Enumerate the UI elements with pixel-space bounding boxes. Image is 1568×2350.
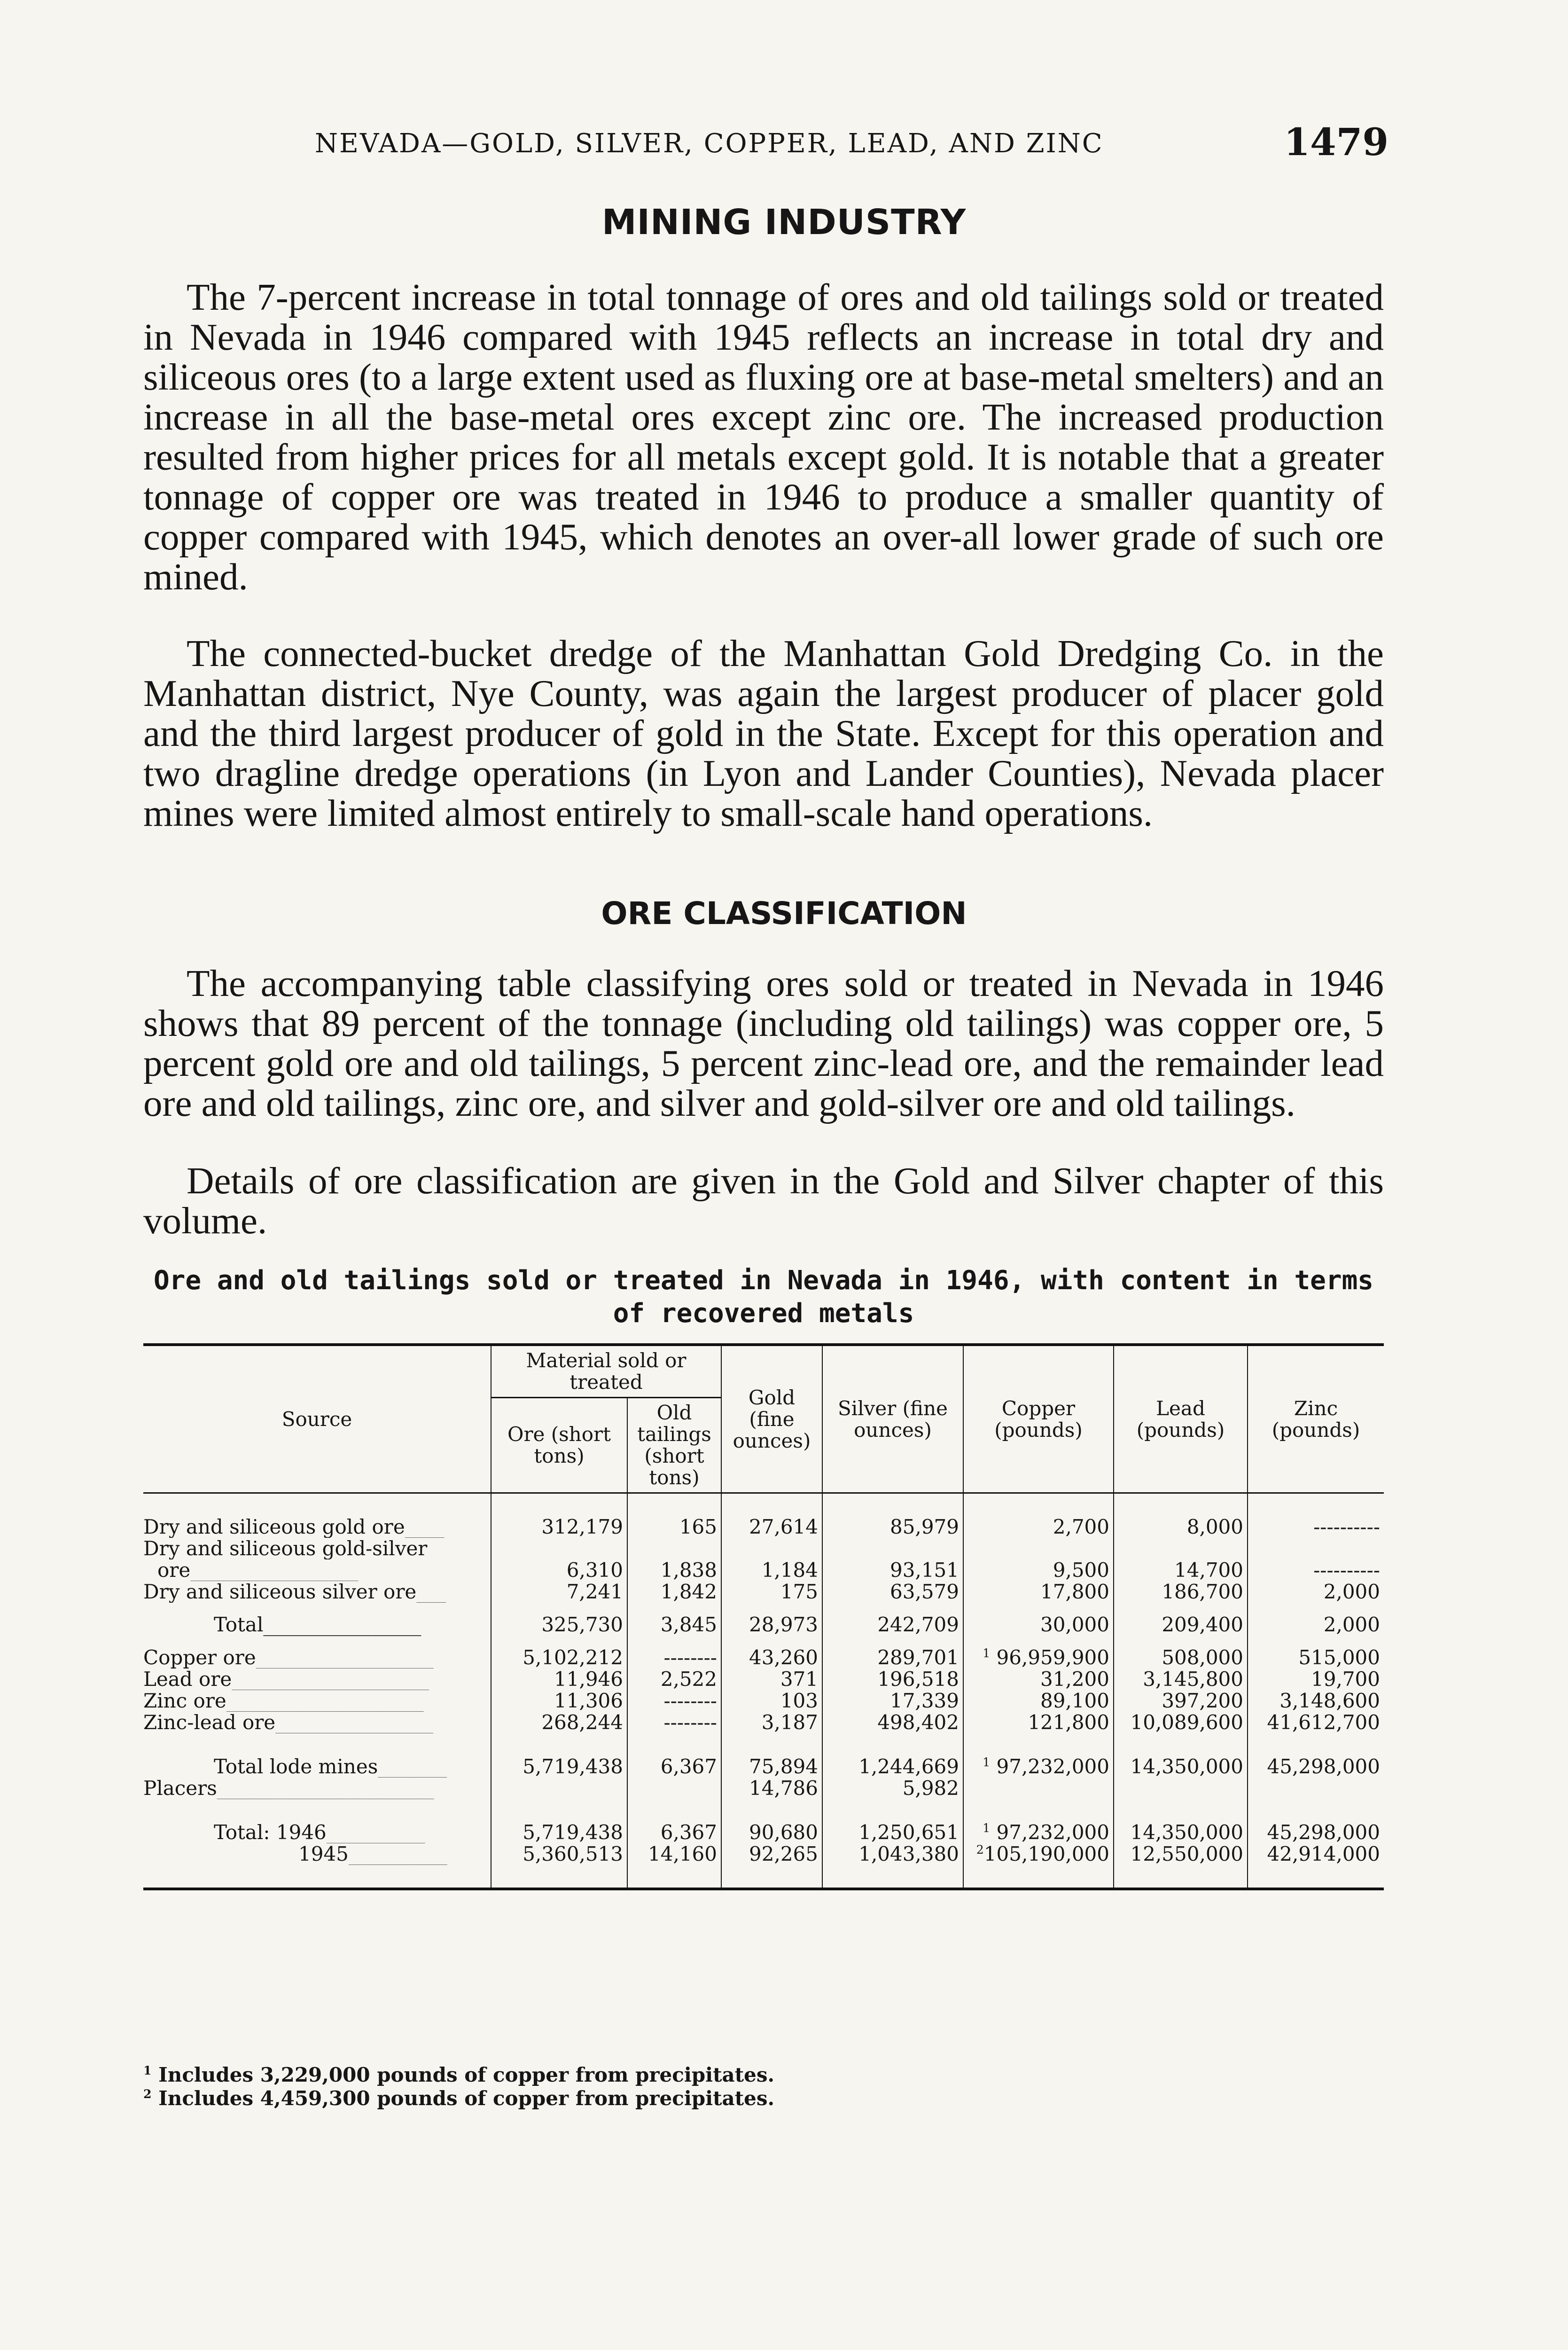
table-row: ore_________________ 6,310 1,838 1,184 93,151 9,500 14,700 ---------- [143,1559,1384,1581]
header-source: Source [143,1345,491,1493]
mining-industry-heading: MINING INDUSTRY [601,202,967,243]
ore-paragraph-2: Details of ore classification are given in the Gold and Silver chapter of this volume. [143,1159,1384,1242]
ore-paragraph-1: The accompanying table classifying ores sold or treated in Nevada in 1946 shows that 89 percent of the tonnage (including old tailings) was copper ore, 5 percent gold ore and old tailings, 5 percent zinc-lead ore, and the remainder lead ore and old tailings, zinc ore, and silver and gold-silver ore and old tailings. [143,962,1384,1124]
footnote: $^1$ Includes 3,229,000 pounds of copper from precipitates. [143,2063,775,2086]
table-row: Zinc ore____________________ 11,306 -------- 103 17,339 89,100 397,200 3,148,600 [143,1690,1384,1712]
header-silver: Silver (fine ounces) [822,1345,963,1493]
table-row: Dry and siliceous gold ore____ 312,179 165 27,614 85,979 2,700 8,000 ---------- [143,1516,1384,1538]
table-row-total-1946: Total: 1946__________ 5,719,438 6,367 90,680 1,250,651 $^1$ 97,232,000 14,350,000 45,298,000 [143,1822,1384,1843]
footnotes [143,2063,1384,2110]
table-row: Zinc-lead ore________________ 268,244 -------- 3,187 498,402 121,800 10,089,600 41,612,700 [143,1712,1384,1733]
table-row-total-lode: Total lode mines_______ 5,719,438 6,367 75,894 1,244,669 $^1$ 97,232,000 14,350,000 45,298,000 [143,1756,1384,1778]
table-row: Placers______________________ 14,786 5,982 [143,1778,1384,1799]
ore-table [143,1343,1384,1890]
page-number: 1479 [1284,120,1389,164]
table-row-total-dry: Total________________ 325,730 3,845 28,973 242,709 30,000 209,400 2,000 [143,1603,1384,1647]
header-ore: Ore (short tons) [491,1398,627,1493]
mining-paragraph-2: The connected-bucket dredge of the Manhattan Gold Dredging Co. in the Manhattan district, Nye County, was again the largest producer of placer gold and the third largest producer of gold in the State. Except for this operation and two dragline dredge operations (in Lyon and Lander Counties), Nevada placer mines were limited almost entirely to small-scale hand operations. [143,632,1384,834]
ore-table-wrap [143,1343,1384,1890]
footnote-mark: 1 [983,1756,991,1769]
table-row: Dry and siliceous silver ore___ 7,241 1,842 175 63,579 17,800 186,700 2,000 [143,1581,1384,1603]
header-old-tailings: Old tailings (short tons) [627,1398,721,1493]
header-gold: Gold (fine ounces) [721,1345,822,1493]
header-zinc: Zinc (pounds) [1248,1345,1384,1493]
header-copper: Copper (pounds) [963,1345,1114,1493]
running-head [301,120,1393,167]
footnote-mark: 1 [983,1647,991,1660]
table-row: Dry and siliceous gold-silver [143,1538,1384,1559]
footnote-mark: 2 [976,1843,984,1856]
table-title: Ore and old tailings sold or treated in Nevada in 1946, with content in terms of recovered metals [153,1265,1374,1329]
table-row: Lead ore____________________ 11,946 2,522 371 196,518 31,200 3,145,800 19,700 [143,1668,1384,1690]
table-row-total-1945: 1945__________ 5,360,513 14,160 92,265 1,043,380 $^2$105,190,000 12,550,000 42,914,000 [143,1843,1384,1865]
header-material-group: Material sold or treated [491,1345,721,1398]
header-lead: Lead (pounds) [1114,1345,1248,1493]
footnote-mark: 1 [983,1822,991,1835]
footnote: $^2$ Includes 4,459,300 pounds of copper from precipitates. [143,2087,775,2110]
table-row: Copper ore__________________ 5,102,212 -------- 43,260 289,701 $^1$ 96,959,900 508,000 515,000 [143,1647,1384,1668]
running-title: NEVADA—GOLD, SILVER, COPPER, LEAD, AND ZINC [315,128,1104,159]
mining-paragraph-1: The 7-percent increase in total tonnage of ores and old tailings sold or treated in Nevada in 1946 compared with 1945 reflects an increase in total dry and siliceous ores (to a large extent used as fluxing ore at base-metal smelters) and an increase in all the base-metal ores except zinc ore. The increased production resulted from higher prices for all metals except gold. It is notable that a greater tonnage of copper ore was treated in 1946 to produce a smaller quantity of copper compared with 1945, which denotes an over-all lower grade of such ore mined. [143,276,1384,598]
ore-classification-heading: ORE CLASSIFICATION [601,895,967,932]
